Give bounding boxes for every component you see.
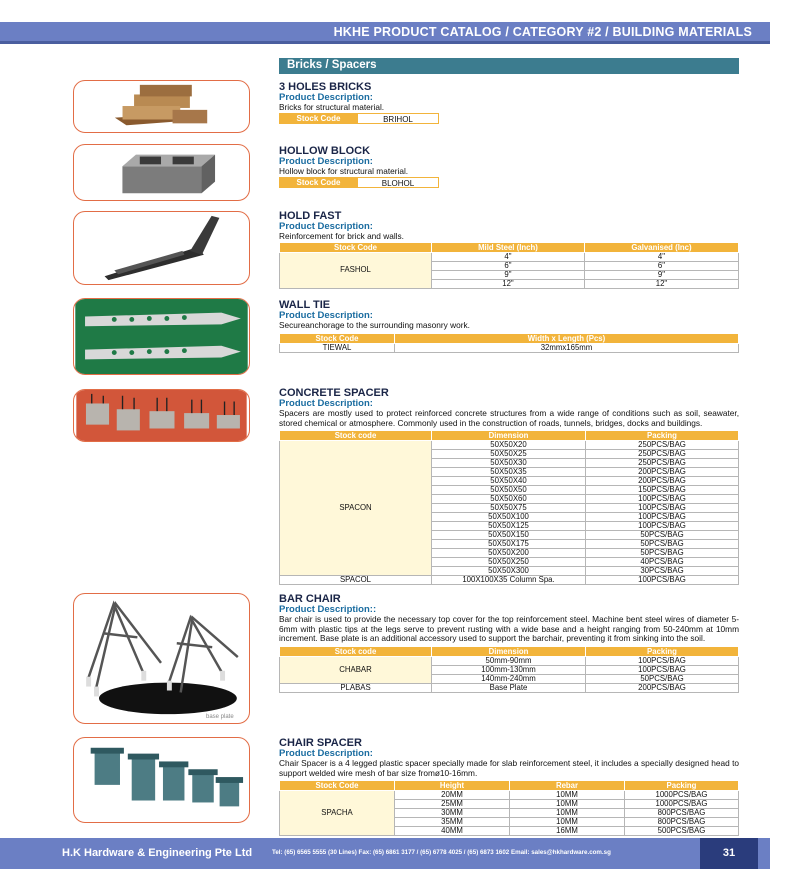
product-description-label: Product Description: xyxy=(279,92,373,103)
table-cell: 150PCS/BAG xyxy=(586,486,739,495)
bricks-image xyxy=(73,80,250,133)
stock-code-cell: SPACON xyxy=(280,441,432,576)
product-description: Reinforcement for brick and walls. xyxy=(279,231,404,241)
table-cell: 25MM xyxy=(395,800,510,809)
product-description: Bar chair is used to provide the necessary top cover for the top reinforcement steel. Machine bent steel wires of diameter 5-6mm with plastic tips at the legs serve to prevent rusting with a wide base and a height ranging from 50-240mm at 10mm increment. Base plate is an additional accessory used to support the barchair, preventing it from sinking into the soil. xyxy=(279,614,739,643)
table-cell: 10MM xyxy=(510,791,625,800)
table-cell: 100PCS/BAG xyxy=(586,576,739,585)
table-cell: 50X50X35 xyxy=(432,468,586,477)
table-cell: 200PCS/BAG xyxy=(586,683,739,692)
table-cell: 10MM xyxy=(510,800,625,809)
product-title: HOLLOW BLOCK xyxy=(279,145,371,157)
stock-code-value: BLOHOL xyxy=(358,177,439,188)
table-cell: 50X50X250 xyxy=(432,558,586,567)
table-cell: 250PCS/BAG xyxy=(586,450,739,459)
product-hold-fast xyxy=(279,210,739,289)
table-cell: 10MM xyxy=(510,809,625,818)
table-cell: 100PCS/BAG xyxy=(586,495,739,504)
table-cell: 500PCS/BAG xyxy=(625,827,739,836)
table-cell: 6" xyxy=(584,261,738,270)
product-description: Chair Spacer is a 4 legged plastic spacer specially made for slab reinforcement steel, it includes a specially designed head to support welded wire mesh of bar size fromø10-16mm. xyxy=(279,758,739,778)
table-cell: 140mm-240mm xyxy=(432,674,586,683)
table-header: Packing xyxy=(586,431,739,441)
catalog-header xyxy=(0,22,770,44)
product-description-label: Product Description:: xyxy=(279,604,377,615)
stock-code-label: Stock Code xyxy=(279,113,358,124)
product-description: Secureanchorage to the surrounding masonry work. xyxy=(279,320,470,330)
stock-code-cell: SPACOL xyxy=(280,576,432,585)
table-cell: 250PCS/BAG xyxy=(586,459,739,468)
table-cell: 800PCS/BAG xyxy=(625,818,739,827)
product-3-holes-bricks xyxy=(279,81,739,124)
product-wall-tie xyxy=(279,299,739,353)
table-cell: 250PCS/BAG xyxy=(586,441,739,450)
table-header: Stock Code xyxy=(280,333,395,343)
table-cell: 35MM xyxy=(395,818,510,827)
product-description-label: Product Description: xyxy=(279,398,373,409)
bar-chair-image xyxy=(73,593,250,724)
page-number: 31 xyxy=(700,838,758,869)
table-header: Stock Code xyxy=(280,781,395,791)
table-header: Stock code xyxy=(280,646,432,656)
table-header: Stock Code xyxy=(280,242,432,252)
table-cell: 9" xyxy=(432,270,585,279)
product-description: Spacers are mostly used to protect reinforced concrete structures from a wide range of conditions such as soil, seawater, stored chemical or atmosphere. Commonly used in the construction of roads, tunnels, bridges, docks and buildings. xyxy=(279,408,739,428)
table-header: Packing xyxy=(625,781,739,791)
product-description-label: Product Description: xyxy=(279,748,373,759)
table-header: Height xyxy=(395,781,510,791)
table-cell: 12" xyxy=(584,279,738,288)
table-cell: 50X50X100 xyxy=(432,513,586,522)
product-title: BAR CHAIR xyxy=(279,593,341,605)
table-cell: 200PCS/BAG xyxy=(586,468,739,477)
hollow-block-image xyxy=(73,144,250,201)
table-cell: 50PCS/BAG xyxy=(586,540,739,549)
table-cell: 100PCS/BAG xyxy=(586,522,739,531)
stock-code-value: BRIHOL xyxy=(358,113,439,124)
product-description: Bricks for structural material. xyxy=(279,102,385,112)
contact-info: Tel: (65) 6565 5555 (30 Lines) Fax: (65) 6861 3177 / (65) 6778 4025 / (65) 6873 1602 Email: sales@hkhardware.com.sg xyxy=(272,849,611,856)
table-cell: 100PCS/BAG xyxy=(586,513,739,522)
table-header: Rebar xyxy=(510,781,625,791)
product-description-label: Product Description: xyxy=(279,310,373,321)
table-cell: 50X50X200 xyxy=(432,549,586,558)
table-cell: 100mm-130mm xyxy=(432,665,586,674)
table-cell: 50X50X150 xyxy=(432,531,586,540)
stock-code-cell: SPACHA xyxy=(280,791,395,836)
table-cell: 16MM xyxy=(510,827,625,836)
product-title: WALL TIE xyxy=(279,299,331,311)
stock-code-cell: TIEWAL xyxy=(280,343,395,352)
wall-tie-image xyxy=(73,298,250,375)
table-header: Dimension xyxy=(432,646,586,656)
company-name: H.K Hardware & Engineering Pte Ltd xyxy=(62,847,253,859)
base-plate-caption: base plate xyxy=(206,714,234,720)
table-cell: 20MM xyxy=(395,791,510,800)
table-cell: 32mmx165mm xyxy=(395,343,739,352)
table-cell: 50X50X175 xyxy=(432,540,586,549)
stock-code-cell: CHABAR xyxy=(280,656,432,683)
table-cell: 50X50X40 xyxy=(432,477,586,486)
concrete-spacer-image xyxy=(73,389,250,442)
header-title: HKHE PRODUCT CATALOG / CATEGORY #2 / BUILDING MATERIALS xyxy=(333,25,752,39)
table-row xyxy=(280,343,739,352)
table-cell: 50PCS/BAG xyxy=(586,549,739,558)
table-cell: 50X50X30 xyxy=(432,459,586,468)
section-title: Bricks / Spacers xyxy=(287,59,377,71)
product-title: CHAIR SPACER xyxy=(279,737,362,749)
table-cell: 4" xyxy=(432,252,585,261)
table-cell: 9" xyxy=(584,270,738,279)
table-cell: 50PCS/BAG xyxy=(586,674,739,683)
table-cell: 50X50X60 xyxy=(432,495,586,504)
concrete-spacer-table xyxy=(279,430,739,585)
stock-code-label: Stock Code xyxy=(279,177,358,188)
table-cell: 100PCS/BAG xyxy=(586,504,739,513)
table-cell: 50mm-90mm xyxy=(432,656,586,665)
table-header: Galvanised (Inc) xyxy=(584,242,738,252)
table-cell: 100PCS/BAG xyxy=(586,656,739,665)
hold-fast-image xyxy=(73,211,250,285)
table-cell: 50X50X300 xyxy=(432,567,586,576)
table-cell: 30MM xyxy=(395,809,510,818)
table-cell: 12" xyxy=(432,279,585,288)
table-row xyxy=(280,576,739,585)
table-cell: 100X100X35 Column Spa. xyxy=(432,576,586,585)
table-cell: 50X50X75 xyxy=(432,504,586,513)
table-row xyxy=(280,252,739,261)
product-title: HOLD FAST xyxy=(279,210,342,222)
stock-code-row xyxy=(279,113,739,124)
table-cell: 200PCS/BAG xyxy=(586,477,739,486)
table-header: Packing xyxy=(586,646,739,656)
product-bar-chair xyxy=(279,593,739,693)
table-cell: 30PCS/BAG xyxy=(586,567,739,576)
table-header: Dimension xyxy=(432,431,586,441)
table-cell: 100PCS/BAG xyxy=(586,665,739,674)
table-header: Width x Length (Pcs) xyxy=(395,333,739,343)
table-cell: 50X50X20 xyxy=(432,441,586,450)
table-cell: 6" xyxy=(432,261,585,270)
product-chair-spacer xyxy=(279,737,739,836)
table-cell: 50X50X50 xyxy=(432,486,586,495)
stock-code-cell: FASHOL xyxy=(280,252,432,288)
product-hollow-block xyxy=(279,145,739,188)
table-cell: 1000PCS/BAG xyxy=(625,800,739,809)
table-cell: 1000PCS/BAG xyxy=(625,791,739,800)
catalog-footer xyxy=(0,838,770,869)
bar-chair-table xyxy=(279,646,739,693)
product-description-label: Product Description: xyxy=(279,156,373,167)
product-title: 3 HOLES BRICKS xyxy=(279,81,372,93)
table-header: Mild Steel (Inch) xyxy=(432,242,585,252)
stock-code-row xyxy=(279,177,739,188)
wall-tie-table xyxy=(279,333,739,353)
table-row xyxy=(280,656,739,665)
product-description-label: Product Description: xyxy=(279,221,373,232)
table-header: Stock code xyxy=(280,431,432,441)
table-cell: Base Plate xyxy=(432,683,586,692)
product-description: Hollow block for structural material. xyxy=(279,166,409,176)
table-cell: 50X50X25 xyxy=(432,450,586,459)
chair-spacer-image xyxy=(73,737,250,823)
stock-code-cell: PLABAS xyxy=(280,683,432,692)
table-cell: 50PCS/BAG xyxy=(586,531,739,540)
table-cell: 50X50X125 xyxy=(432,522,586,531)
table-cell: 10MM xyxy=(510,818,625,827)
chair-spacer-table xyxy=(279,780,739,836)
table-cell: 4" xyxy=(584,252,738,261)
table-row xyxy=(280,683,739,692)
table-cell: 800PCS/BAG xyxy=(625,809,739,818)
product-concrete-spacer xyxy=(279,387,739,585)
product-title: CONCRETE SPACER xyxy=(279,387,389,399)
section-bar xyxy=(279,58,739,74)
table-cell: 40MM xyxy=(395,827,510,836)
table-cell: 40PCS/BAG xyxy=(586,558,739,567)
hold-fast-table xyxy=(279,242,739,289)
